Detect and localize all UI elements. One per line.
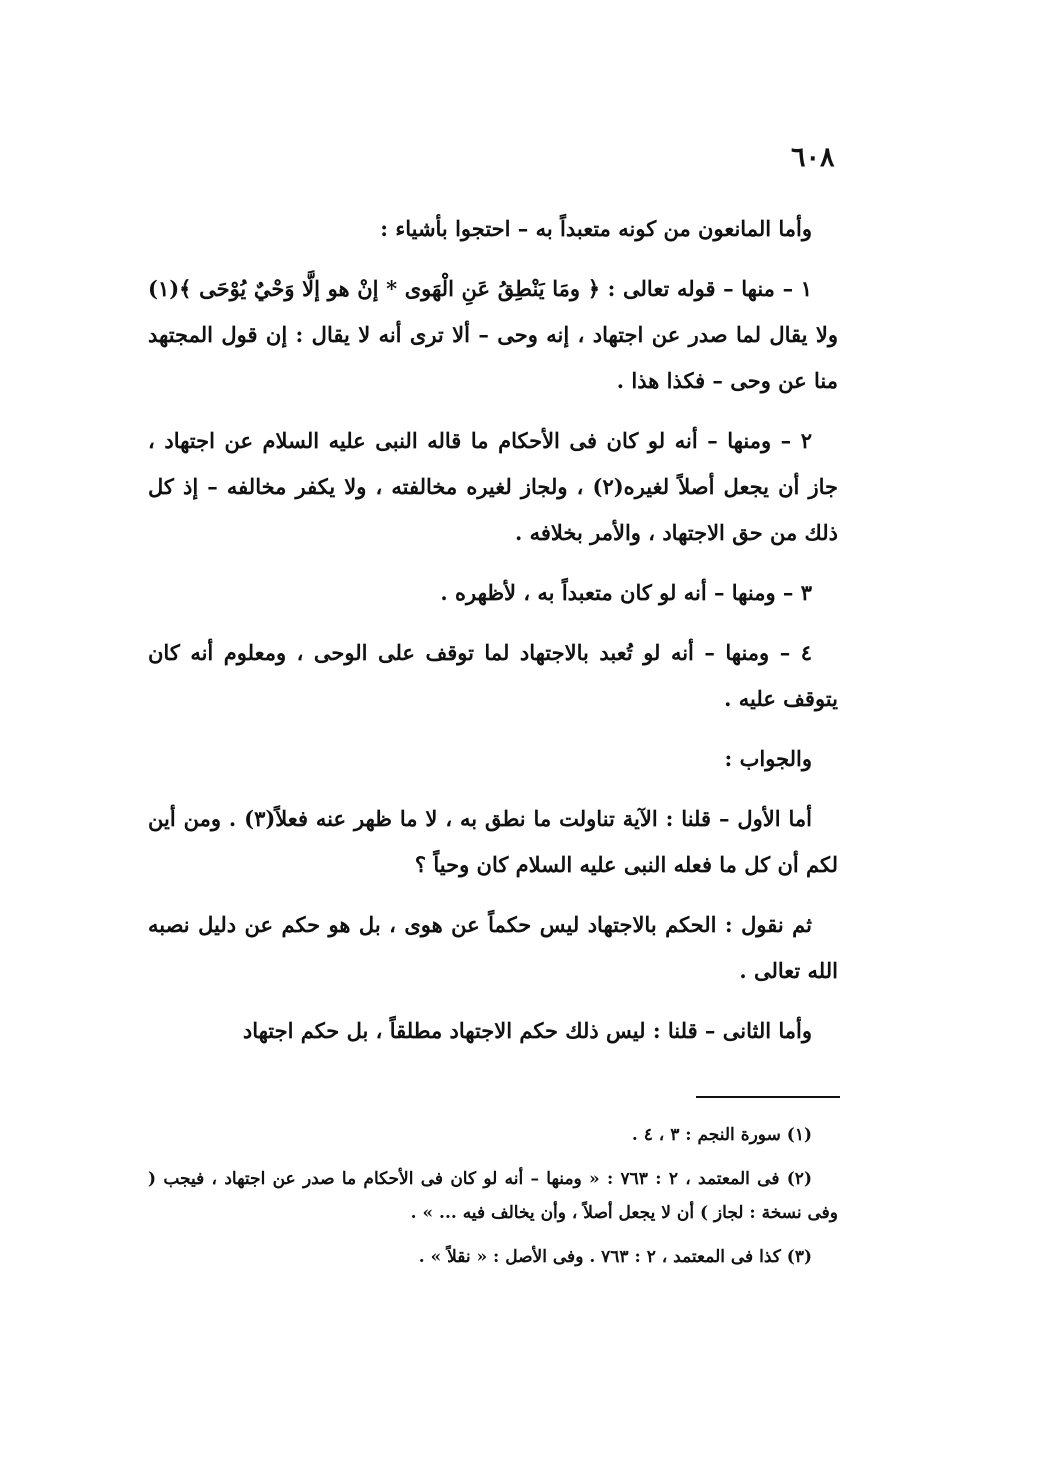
main-text bbox=[148, 206, 838, 1068]
paragraph-intro: وأما المانعون من كونه متعبداً به – احتجوا بأشياء : bbox=[380, 216, 812, 241]
paragraph-answer-heading: والجواب : bbox=[724, 746, 812, 771]
paragraph-argument-2: ٢ – ومنها – أنه لو كان فى الأحكام ما قاله النبى عليه السلام عن اجتهاد ، جاز أن يجعل أصلاً لغيره(٢) ، ولجاز لغيره مخالفته ، ولا يكفر مخالفه – إذ كل ذلك من حق الاجتهاد ، والأمر بخلافه . bbox=[148, 428, 838, 545]
paragraph-argument-3: ٣ – ومنها – أنه لو كان متعبداً به ، لأظهره . bbox=[440, 580, 812, 605]
footnotes bbox=[148, 1118, 838, 1284]
footnote-2: (٢) فى المعتمد ، ٢ : ٧٦٣ : « ومنها – أنه لو كان فى الأحكام ما صدر عن اجتهاد ، فيجب ( وفى نسخة : لجاز ) أن لا يجعل أصلاً ، وأن يخالف فيه ... » . bbox=[148, 1169, 838, 1223]
paragraph-answer-2: وأما الثانى – قلنا : ليس ذلك حكم الاجتهاد مطلقاً ، بل حكم اجتهاد bbox=[242, 1018, 812, 1043]
paragraph-argument-4: ٤ – ومنها – أنه لو تُعبد بالاجتهاد لما توقف على الوحى ، ومعلوم أنه كان يتوقف عليه . bbox=[148, 640, 838, 711]
footnote-3: (٣) كذا فى المعتمد ، ٢ : ٧٦٣ . وفى الأصل : « نقلاً » . bbox=[418, 1247, 812, 1267]
page-number: ٦٠٨ bbox=[791, 142, 835, 173]
paragraph-answer-1: أما الأول – قلنا : الآية تناولت ما نطق به ، لا ما ظهر عنه فعلاً(٣) . ومن أين لكم أن كل ما فعله النبى عليه السلام كان وحياً ؟ bbox=[148, 806, 838, 877]
footnote-1: (١) سورة النجم : ٣ ، ٤ . bbox=[631, 1125, 812, 1145]
footnote-divider bbox=[696, 1096, 840, 1098]
paragraph-argument-1: ١ – منها – قوله تعالى : ﴿ ومَا يَنْطِقُ عَنِ الْهَوى * إنْ هو إلَّا وَحْيٌ يُوْحَى ﴾(١) ولا يقال لما صدر عن اجتهاد ، إنه وحى – ألا ترى أنه لا يقال : إن قول المجتهد منا عن وحى – فكذا هذا . bbox=[148, 276, 838, 393]
paragraph-answer-1-cont: ثم نقول : الحكم بالاجتهاد ليس حكماً عن هوى ، بل هو حكم عن دليل نصبه الله تعالى . bbox=[148, 912, 838, 983]
